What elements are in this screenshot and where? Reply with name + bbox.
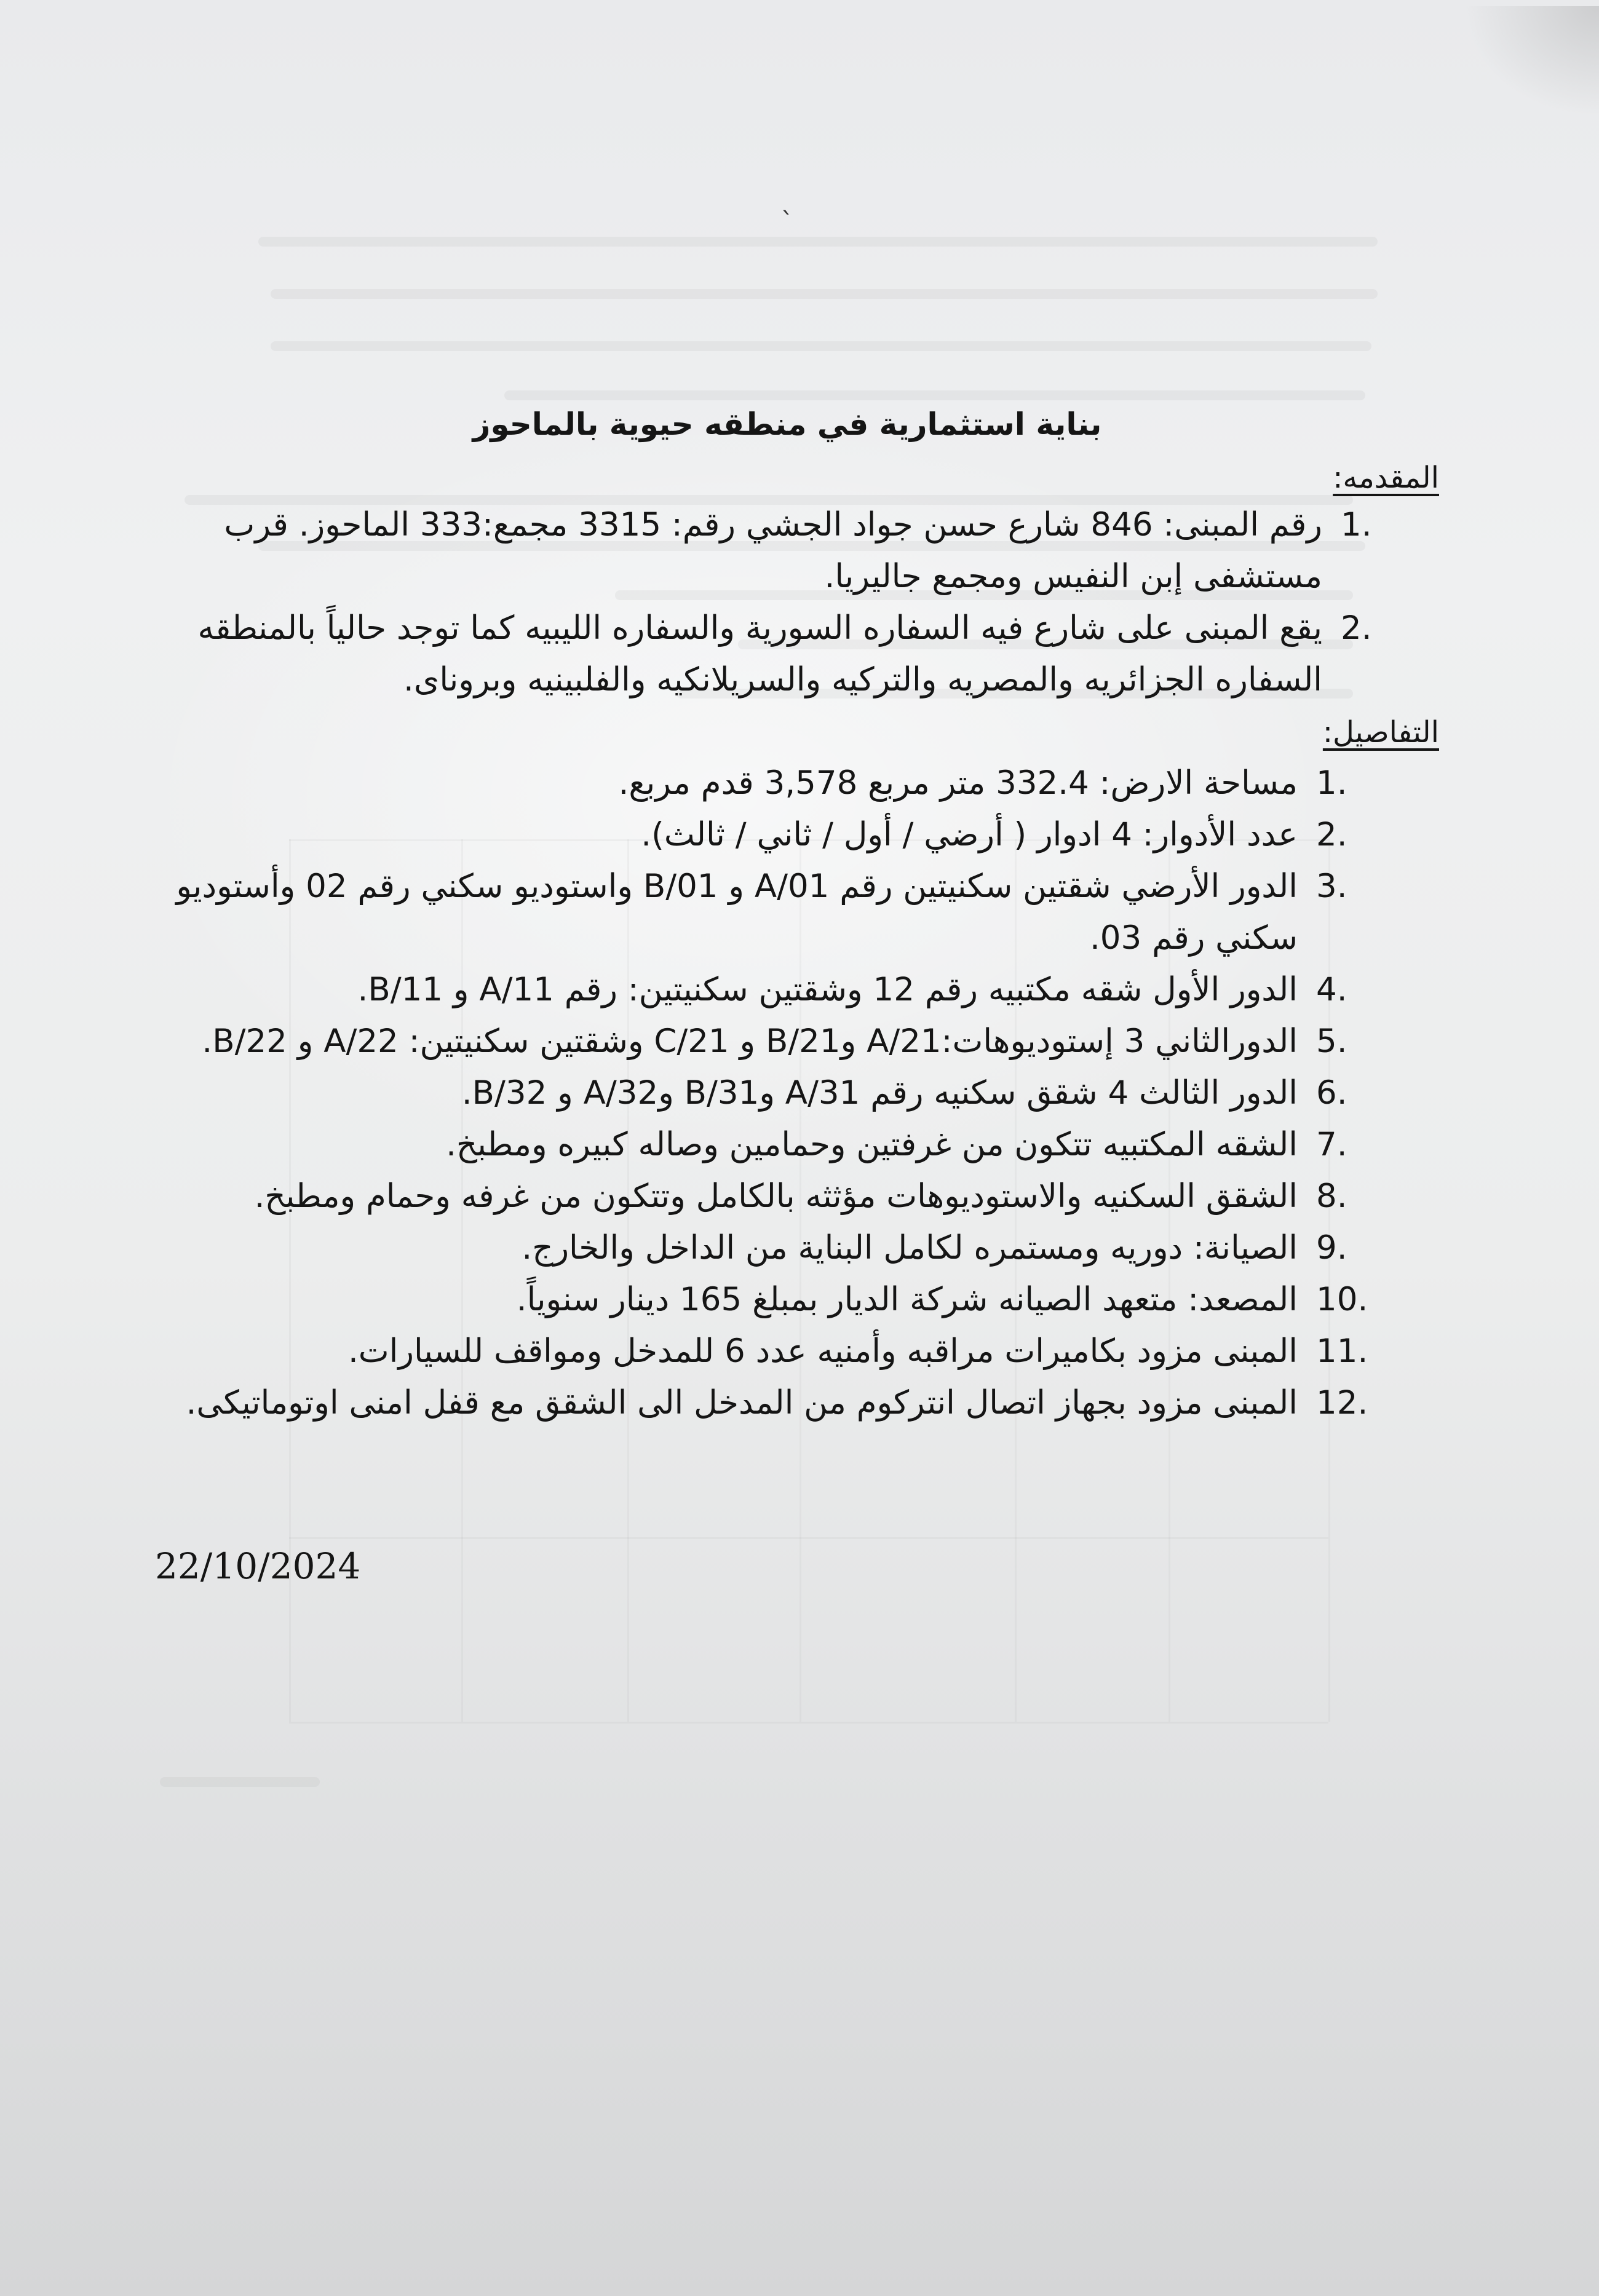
item-text: الدور الأول شقه مكتبيه رقم 12 وشقتين سكنيتين: رقم 11/A و 11/B. [357, 971, 1298, 1008]
list-item [135, 964, 1439, 1016]
item-text: الدور الثالث 4 شقق سكنيه رقم 31/A و31/B و32/A و 32/B. [461, 1074, 1298, 1112]
item-number: 11. [1316, 1332, 1368, 1370]
list-item [135, 809, 1439, 861]
intro-heading: المقدمه: [1333, 461, 1439, 495]
document-body [135, 400, 1439, 1429]
item-number: 1. [1316, 764, 1347, 802]
intro-section [135, 456, 1439, 706]
item-text: الشقه المكتبيه تتكون من غرفتين وحمامين وصاله كبيره ومطبخ. [446, 1126, 1298, 1163]
item-number: 8. [1316, 1178, 1347, 1215]
list-item [135, 1067, 1439, 1119]
list-item [135, 603, 1439, 706]
item-number: 10. [1316, 1281, 1368, 1318]
item-text: مساحة الارض: 332.4 متر مربع 3,578 قدم مربع. [618, 764, 1298, 802]
list-item [135, 861, 1439, 964]
item-text: المصعد: متعهد الصيانه شركة الديار بمبلغ 165 دينار سنوياً. [516, 1281, 1298, 1318]
item-number: 5. [1316, 1023, 1347, 1060]
item-number: 1. [1341, 506, 1372, 544]
list-item [135, 1222, 1439, 1274]
list-item [135, 1377, 1439, 1429]
details-heading: التفاصيل: [1322, 715, 1439, 750]
item-number: 9. [1316, 1229, 1347, 1267]
item-text: الشقق السكنيه والاستوديوهات مؤثثه بالكامل وتتكون من غرفه وحمام ومطبخ. [254, 1178, 1298, 1215]
list-item [135, 758, 1439, 809]
item-number: 7. [1316, 1126, 1347, 1163]
item-text: الصيانة: دوريه ومستمره لكامل البناية من الداخل والخارج. [522, 1229, 1298, 1267]
item-number: 12. [1316, 1384, 1368, 1422]
item-text: الدور الأرضي شقتين سكنيتين رقم 01/A و 01/B واستوديو سكني رقم 02 وأستوديو سكني رقم 03. [176, 868, 1298, 957]
item-text: المبنى مزود بكاميرات مراقبه وأمنيه عدد 6 للمدخل ومواقف للسيارات. [347, 1332, 1298, 1370]
list-item [135, 1171, 1439, 1222]
item-text: يقع المبنى على شارع فيه السفاره السورية والسفاره الليبيه كما توجد حالياً بالمنطقه السفاره الجزائريه والمصريه والتركيه والسريلانكيه والفلبينيه وبروناى. [197, 609, 1322, 699]
item-number: 2. [1341, 609, 1372, 647]
stray-pen-mark: ˋ [781, 208, 793, 236]
list-item [135, 499, 1439, 603]
list-item [135, 1119, 1439, 1171]
document-title: بناية استثمارية في منطقه حيوية بالماحوز [472, 406, 1102, 442]
item-text: الدورالثاني 3 إستوديوهات:21/A و21/B و 21/C وشقتين سكنيتين: A/22 و B/22. [202, 1023, 1298, 1060]
list-item [135, 1016, 1439, 1067]
list-item [135, 1274, 1439, 1326]
item-number: 2. [1316, 816, 1347, 853]
item-number: 3. [1316, 868, 1347, 905]
item-text: رقم المبنى: 846 شارع حسن جواد الجشي رقم: 3315 مجمع:333 الماحوز. قرب مستشفى إبن النفيس ومجمع جاليريا. [224, 506, 1322, 595]
details-section [135, 711, 1439, 1429]
item-text: المبنى مزود بجهاز اتصال انتركوم من المدخل الى الشقق مع قفل امنى اوتوماتيكى. [186, 1384, 1298, 1422]
intro-list [135, 499, 1439, 706]
list-item [135, 1326, 1439, 1377]
page-corner-shadow [1464, 6, 1599, 117]
document-date: 22/10/2024 [155, 1545, 361, 1587]
item-number: 4. [1316, 971, 1347, 1008]
details-list [135, 758, 1439, 1429]
item-text: عدد الأدوار: 4 ادوار ( أرضي / أول / ثاني / ثالث). [641, 816, 1298, 853]
item-number: 6. [1316, 1074, 1347, 1112]
